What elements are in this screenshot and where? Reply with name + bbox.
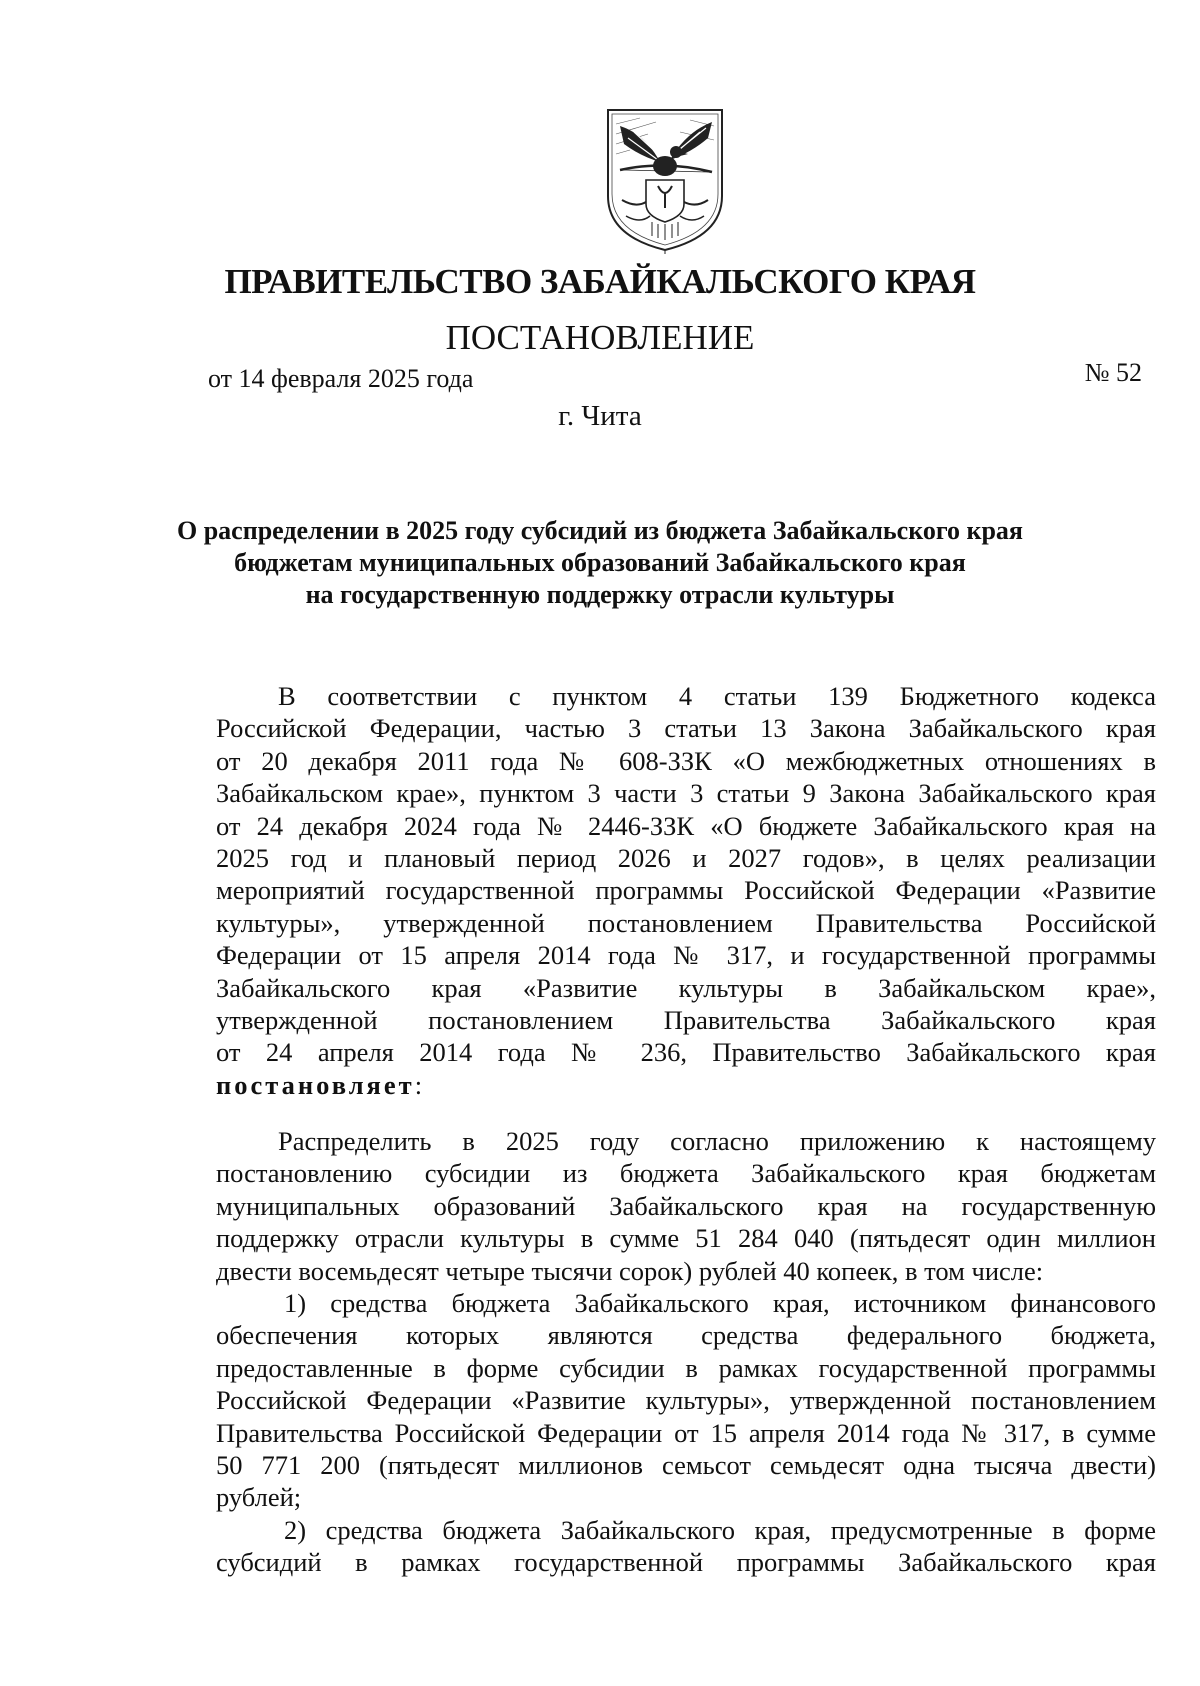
resolves-word: постановляет (216, 1069, 415, 1100)
preamble-line: от 20 декабря 2011 года № 608-ЗЗК «О межбюджетных отношениях в (216, 745, 1156, 776)
item1-line: Правительства Российской Федерации от 15 апреля 2014 года № 317, в сумме (216, 1417, 1156, 1448)
preamble-line: В соответствии с пунктом 4 статьи 139 Бюджетного кодекса (278, 681, 1156, 711)
organization-name: ПРАВИТЕЛЬСТВО ЗАБАЙКАЛЬСКОГО КРАЯ (224, 262, 976, 301)
preamble-line: Забайкальском крае», пунктом 3 части 3 статьи 9 Закона Забайкальского края (216, 778, 1156, 809)
item1-line: обеспечения которых являются средства федерального бюджета, (216, 1320, 1156, 1351)
item2-line: субсидий в рамках государственной программы Забайкальского края (216, 1547, 1156, 1578)
item2-line: 2) средства бюджета Забайкальского края, предусмотренные в форме (284, 1514, 1156, 1545)
preamble-line: 2025 год и плановый период 2026 и 2027 годов», в целях реализации (216, 842, 1156, 873)
preamble-line: Федерации от 15 апреля 2014 года № 317, и государственной программы (216, 940, 1156, 971)
item1-line: Российской Федерации «Развитие культуры», утвержденной постановлением (216, 1385, 1156, 1416)
title-line: бюджетам муниципальных образований Забайкальского края (234, 548, 966, 577)
item1-line: предоставленные в форме субсидии в рамках государственной программы (216, 1352, 1156, 1383)
city: г. Чита (558, 400, 642, 432)
title-line: О распределении в 2025 году субсидий из бюджета Забайкальского края (176, 516, 1023, 545)
distribution-line: поддержку отрасли культуры в сумме 51 284 040 (пятьдесят один миллион (216, 1223, 1156, 1254)
distribution-line: двести восемьдесят четыре тысячи сорок) рублей 40 копеек, в том числе: (216, 1255, 1044, 1286)
distribution-line: муниципальных образований Забайкальского края на государственную (216, 1190, 1156, 1221)
preamble-line: Забайкальского края «Развитие культуры в Забайкальском крае», (216, 972, 1156, 1003)
document-body (216, 680, 1156, 1579)
document-type: ПОСТАНОВЛЕНИЕ (445, 318, 755, 357)
preamble-line: Российской Федерации, частью 3 статьи 13 Закона Забайкальского края (216, 713, 1156, 744)
preamble-line: культуры», утвержденной постановлением Правительства Российской (216, 907, 1156, 938)
item1-line: 1) средства бюджета Забайкальского края, источником финансового (284, 1288, 1156, 1319)
preamble-line: от 24 апреля 2014 года № 236, Правительство Забайкальского края (216, 1037, 1156, 1068)
preamble-line: от 24 декабря 2024 года № 2446-ЗЗК «О бюджете Забайкальского края на (216, 810, 1156, 841)
item1-line: рублей; (216, 1482, 302, 1513)
item1-line: 50 771 200 (пятьдесят миллионов семьсот семьдесят одна тысяча двести) (216, 1449, 1156, 1480)
preamble-line: мероприятий государственной программы Российской Федерации «Развитие (216, 875, 1156, 906)
resolves-colon: : (414, 1069, 423, 1100)
title-line: на государственную поддержку отрасли культуры (305, 580, 895, 609)
preamble-line: утвержденной постановлением Правительства Забайкальского края (216, 1004, 1156, 1035)
resolves-line (216, 1069, 1156, 1101)
document-number: № 52 (1084, 358, 1142, 387)
distribution-line: постановлению субсидии из бюджета Забайкальского края бюджетам (216, 1158, 1156, 1189)
distribution-line: Распределить в 2025 году согласно приложению к настоящему (278, 1126, 1156, 1157)
coat-of-arms-emblem (600, 104, 730, 254)
document-date: от 14 февраля 2025 года (208, 364, 474, 393)
paragraph-gap (216, 1101, 1156, 1125)
document-title (0, 515, 1200, 611)
